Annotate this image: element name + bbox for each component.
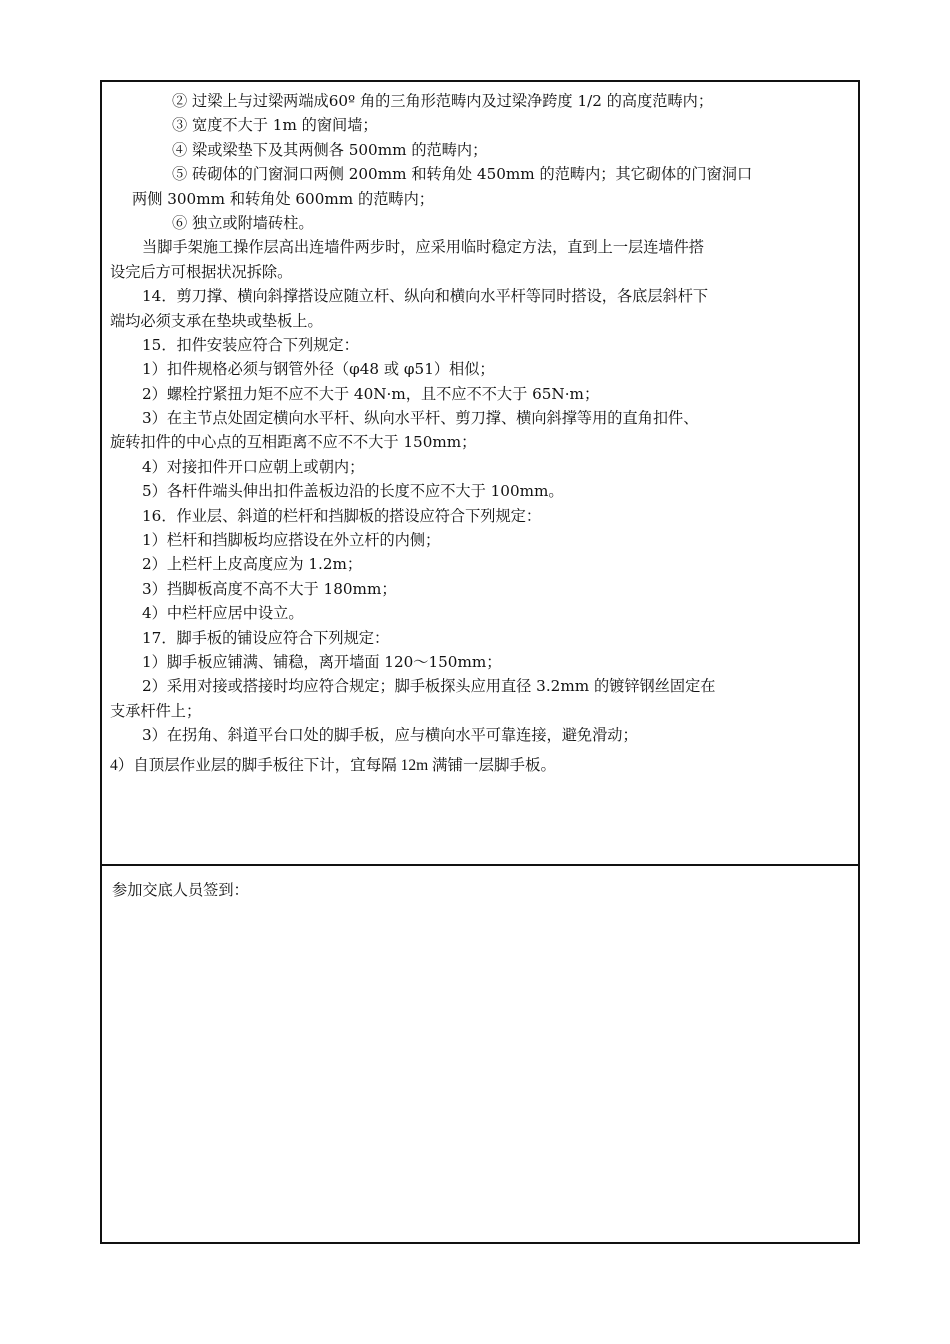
text-line: 3）挡脚板高度不高不大于 180mm； bbox=[142, 579, 397, 598]
text-line: 支承杆件上； bbox=[110, 701, 202, 720]
text-line: 1）脚手板应铺满、铺稳，离开墙面 120～150mm； bbox=[142, 652, 502, 671]
document-table bbox=[100, 80, 860, 1244]
text-line: 14．剪刀撑、横向斜撑搭设应随立杆、纵向和横向水平杆等同时搭设，各底层斜杆下 bbox=[142, 287, 709, 306]
text-line: 设完后方可根据状况拆除。 bbox=[110, 262, 293, 281]
signature-label: 参加交底人员签到： bbox=[112, 881, 249, 899]
text-line: 1）栏杆和挡脚板均应搭设在外立杆的内侧； bbox=[142, 531, 441, 550]
text-line: 2）螺栓拧紧扭力矩不应不大于 40N·m，且不应不不大于 65N·m； bbox=[142, 384, 600, 403]
text-line: 4）自顶层作业层的脚手板往下计，宜每隔 12m 满铺一层脚手板。 bbox=[110, 756, 557, 774]
text-line: 17．脚手板的铺设应符合下列规定： bbox=[142, 628, 390, 647]
text-line: 2）采用对接或搭接时均应符合规定；脚手板探头应用直径 3.2mm 的镀锌钢丝固定在 bbox=[142, 677, 716, 696]
signature-cell bbox=[102, 866, 858, 1242]
text-line: ② 过梁上与过梁两端成60º 角的三角形范畴内及过梁净跨度 1/2 的高度范畴内； bbox=[172, 92, 714, 110]
text-line: 16．作业层、斜道的栏杆和挡脚板的搭设应符合下列规定： bbox=[142, 506, 542, 525]
text-line: 端均必须支承在垫块或垫板上。 bbox=[110, 311, 323, 330]
text-line: ③ 宽度不大于 1m 的窗间墙； bbox=[172, 116, 378, 135]
text-line: 15．扣件安装应符合下列规定： bbox=[142, 335, 359, 354]
text-line: 旋转扣件的中心点的互相距离不应不不大于 150mm； bbox=[110, 433, 477, 452]
text-line: 1）扣件规格必须与钢管外径（φ48 或 φ51）相似； bbox=[142, 360, 495, 379]
content-cell bbox=[102, 82, 858, 866]
text-line: 当脚手架施工操作层高出连墙件两步时，应采用临时稳定方法，直到上一层连墙件搭 bbox=[142, 238, 704, 257]
text-line: 3）在主节点处固定横向水平杆、纵向水平杆、剪刀撑、横向斜撑等用的直角扣件、 bbox=[142, 409, 699, 428]
text-line: 3）在拐角、斜道平台口处的脚手板，应与横向水平可靠连接，避免滑动； bbox=[142, 726, 638, 745]
text-line: ⑥ 独立或附墙砖柱。 bbox=[172, 213, 314, 232]
text-line: 2）上栏杆上皮高度应为 1.2m； bbox=[142, 555, 363, 574]
text-line: ⑤ 砖砌体的门窗洞口两侧 200mm 和转角处 450mm 的范畴内；其它砌体的门窗洞口 bbox=[172, 165, 753, 184]
text-line: 5）各杆件端头伸出扣件盖板边沿的长度不应不大于 100mm。 bbox=[142, 482, 564, 501]
text-line: ④ 梁或梁垫下及其两侧各 500mm 的范畴内； bbox=[172, 140, 488, 159]
text-line: 4）中栏杆应居中设立。 bbox=[142, 604, 304, 623]
content-text bbox=[110, 89, 858, 778]
text-line: 两侧 300mm 和转角处 600mm 的范畴内； bbox=[132, 189, 434, 208]
text-line: 4）对接扣件开口应朝上或朝内； bbox=[142, 457, 365, 476]
